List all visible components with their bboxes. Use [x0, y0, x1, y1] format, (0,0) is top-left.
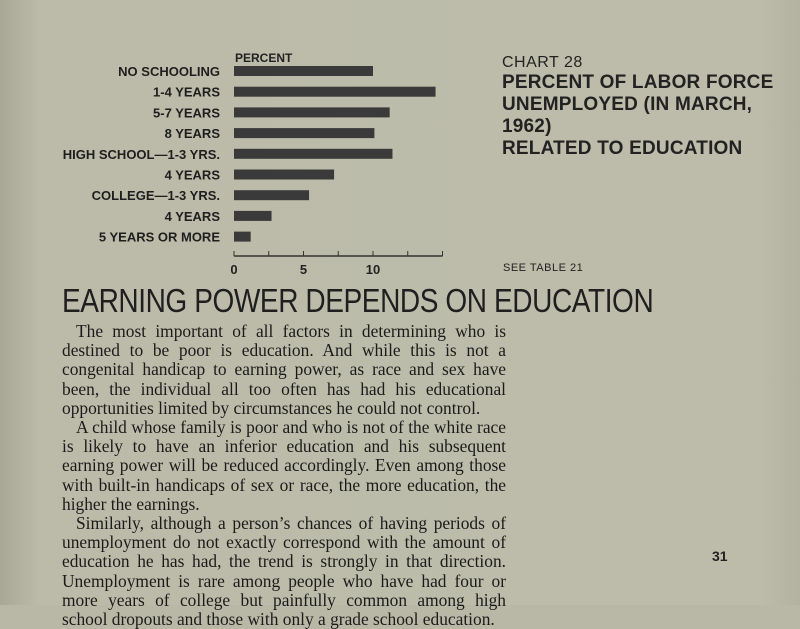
category-label: 5 YEARS OR MORE — [98, 229, 220, 245]
category-label: 5-7 YEARS — [153, 105, 220, 121]
body-paragraph: The most important of all factors in determining who is destined to be poor is education. And while this is not a congenital handicap to earning power, as race and sex have been, the individual all too often has had his educational opportunities limited by circumstances he could not control. — [62, 321, 506, 418]
caption-title-line: RELATED TO EDUCATION — [502, 138, 743, 159]
bar — [234, 66, 373, 76]
caption-title-line: UNEMPLOYED (IN MARCH, 1962) — [502, 94, 753, 137]
category-label: COLLEGE—1-3 YRS. — [91, 188, 220, 204]
body-paragraph: A child whose family is poor and who is not of the white race is likely to have an inferior education and his subsequent earning power will be reduced accordingly. Even among those with built-in handicaps of sex or race, the more education, the higher the earnings. — [62, 417, 506, 514]
category-label: 4 YEARS — [164, 208, 220, 224]
bar — [234, 149, 392, 159]
section-headline: EARNING POWER DEPENDS ON EDUCATION — [62, 282, 654, 319]
bar — [234, 170, 334, 180]
bar — [234, 232, 251, 242]
caption-title-line: PERCENT OF LABOR FORCE — [502, 72, 774, 93]
chart-title: PERCENT — [235, 51, 293, 65]
bar — [234, 211, 272, 221]
bar — [234, 107, 390, 117]
category-label: 1-4 YEARS — [153, 84, 220, 100]
body-text — [62, 322, 506, 629]
bar — [234, 190, 309, 200]
bar — [234, 87, 436, 97]
chart-caption — [502, 54, 792, 160]
category-label: NO SCHOOLING — [118, 64, 220, 79]
category-label: HIGH SCHOOL—1-3 YRS. — [62, 146, 220, 162]
page-number: 31 — [712, 548, 728, 564]
see-table-note: SEE TABLE 21 — [503, 262, 584, 274]
x-tick-label: 10 — [365, 262, 381, 277]
category-label: 8 YEARS — [164, 126, 220, 142]
x-tick-label: 0 — [230, 262, 238, 277]
bar — [234, 128, 374, 138]
chart-number: CHART 28 — [502, 54, 583, 71]
category-label: 4 YEARS — [164, 167, 220, 183]
chart-caption-title — [502, 72, 792, 160]
body-paragraph: Similarly, although a person’s chances of having periods of unemployment do not exactly correspond with the amount of education he has had, the trend is strongly in that direction. Unemployment is rare among people who have had four or more years of college but painfully common among high school dropouts and those with only a grade school education. — [62, 513, 506, 629]
x-tick-label: 5 — [299, 262, 308, 277]
